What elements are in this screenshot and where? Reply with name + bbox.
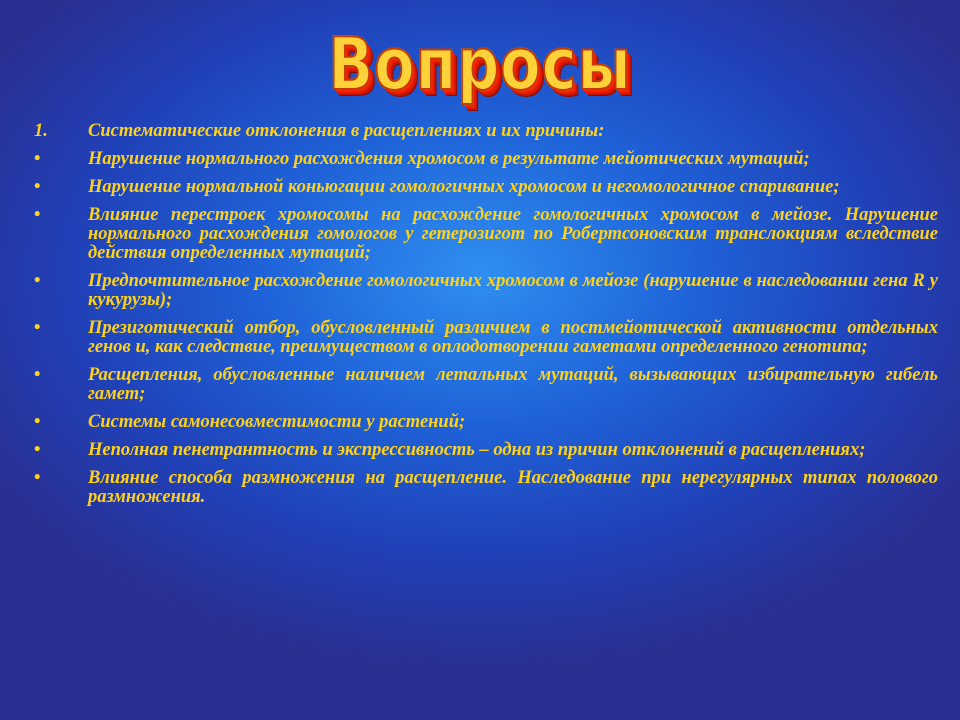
bullet-text: Неполная пенетрантность и экспрессивность – одна из причин отклонений в расщеплениях; xyxy=(88,440,866,460)
bullet-item xyxy=(34,366,938,404)
bullet-text: Презиготический отбор, обусловленный различием в постмейотической активности отдельных генов и, как следствие, преимуществом в оплодотворении гаметами определенного генотипа; xyxy=(88,318,938,357)
bullet-icon: • xyxy=(34,440,41,460)
bullet-text: Нарушение нормальной коньюгации гомологичных хромосом и негомологичное спаривание; xyxy=(88,177,840,197)
bullet-icon: • xyxy=(34,205,41,225)
bullet-icon: • xyxy=(34,271,41,291)
heading-item xyxy=(34,122,938,141)
bullet-text: Системы самонесовместимости у растений; xyxy=(88,412,466,432)
bullet-icon: • xyxy=(34,412,41,432)
bullet-text: Нарушение нормального расхождения хромосом в результате мейотических мутаций; xyxy=(88,149,810,169)
bullet-item xyxy=(34,319,938,357)
bullet-icon: • xyxy=(34,468,41,488)
slide-title: Вопросы xyxy=(328,22,632,106)
bullet-icon: • xyxy=(34,318,41,338)
bullet-item xyxy=(34,150,938,169)
bullet-item xyxy=(34,413,938,432)
bullet-text: Влияние перестроек хромосомы на расхождение гомологичных хромосом в мейозе. Нарушение нормального расхождения гомологов у гетерозигот по Робертсоновским транслокциям вследствие действия определенных мутаций; xyxy=(88,205,938,263)
bullet-text: Расщепления, обусловленные наличием летальных мутаций, вызывающих избирательную гибель гамет; xyxy=(88,365,938,404)
heading-text: Систематические отклонения в расщеплениях и их причины: xyxy=(88,121,605,141)
bullet-item xyxy=(34,272,938,310)
bullet-icon: • xyxy=(34,365,41,385)
bullet-item xyxy=(34,441,938,460)
heading-number: 1. xyxy=(34,121,48,141)
slide-content xyxy=(34,122,938,516)
bullet-item xyxy=(34,469,938,507)
bullet-text: Влияние способа размножения на расщепление. Наследование при нерегулярных типах полового размножения. xyxy=(88,468,938,507)
bullet-icon: • xyxy=(34,177,41,197)
bullet-item xyxy=(34,206,938,263)
title-area xyxy=(0,14,960,114)
bullet-item xyxy=(34,178,938,197)
bullet-text: Предпочтительное расхождение гомологичных хромосом в мейозе (нарушение в наследовании гена R у кукурузы); xyxy=(88,271,938,310)
bullet-icon: • xyxy=(34,149,41,169)
